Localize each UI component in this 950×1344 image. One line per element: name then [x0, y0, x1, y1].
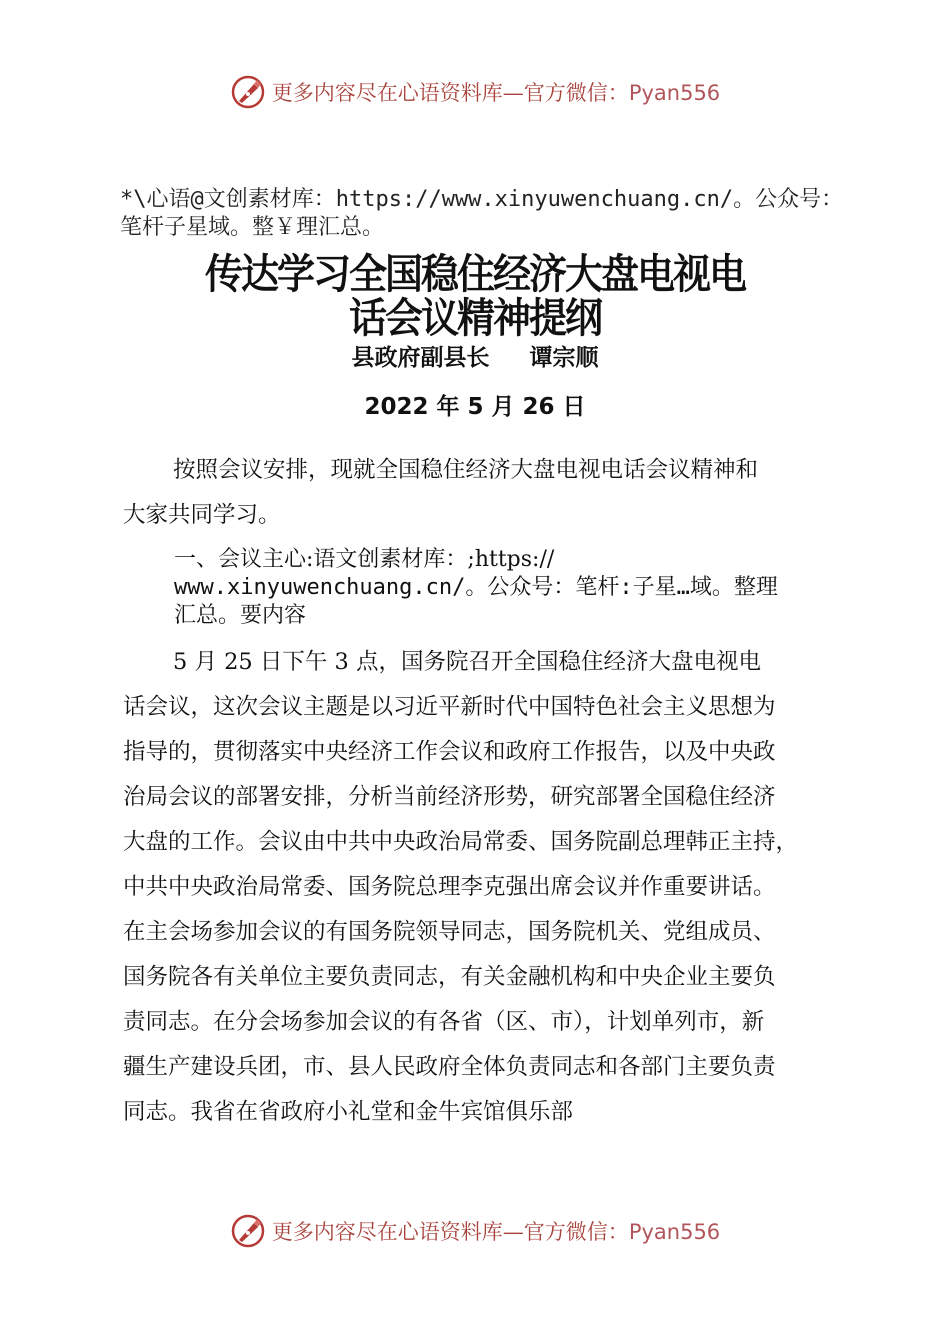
body-line: 话会议，这次会议主题是以习近平新时代中国特色社会主义思想为: [123, 694, 776, 720]
body-line: 同志。我省在省政府小礼堂和金牛宾馆俱乐部: [123, 1099, 574, 1125]
section-heading-line-1: 一、会议主心:语文创素材库：;https://: [174, 547, 555, 572]
intro-line-1: 按照会议安排，现就全国稳住经济大盘电视电话会议精神和: [173, 457, 759, 483]
section-heading-line-2: www.xinyuwenchuang.cn/。公众号：笔杆:子星…域。整理: [174, 575, 778, 600]
header-note-line-2: 笔杆子星域。整￥理汇总。: [120, 215, 385, 240]
section-heading-line-3: 汇总。要内容: [174, 603, 307, 628]
body-line: 疆生产建设兵团，市、县人民政府全体负责同志和各部门主要负责: [123, 1054, 776, 1080]
body-line: 5 月 25 日下午 3 点，国务院召开全国稳住经济大盘电视电: [173, 649, 762, 675]
banner-text: 更多内容尽在心语资料库—官方微信：Pyan556: [271, 81, 721, 105]
body-line: 在主会场参加会议的有国务院领导同志，国务院机关、党组成员、: [123, 919, 776, 945]
body-line: 指导的，贯彻落实中央经济工作会议和政府工作报告，以及中央政: [123, 739, 776, 765]
header-note-line-1: *\心语@文创素材库：https://www.xinyuwenchuang.cn/。公众号：: [120, 187, 844, 212]
section-heading: [174, 546, 854, 630]
author-line: [0, 343, 950, 373]
footer-banner: [0, 1209, 950, 1253]
intro-paragraph: [123, 448, 843, 538]
banner-text: 更多内容尽在心语资料库—官方微信：Pyan556: [271, 1220, 721, 1244]
body-line: 治局会议的部署安排，分析当前经济形势，研究部署全国稳住经济: [123, 784, 776, 810]
author-role: 县政府副县长: [351, 345, 490, 371]
document-date: 2022 年 5 月 26 日: [364, 394, 586, 420]
pen-nib-logo-icon: [230, 74, 266, 110]
body-line: 国务院各有关单位主要负责同志，有关金融机构和中央企业主要负: [123, 964, 776, 990]
wechat-id: Pyan556: [628, 1220, 721, 1244]
body-line: 大盘的工作。会议由中共中央政治局常委、国务院副总理韩正主持，: [123, 829, 799, 855]
document-title-line-2: 话会议精神提纲: [348, 294, 601, 342]
body-paragraph: [123, 640, 843, 1135]
body-line: 责同志。在分会场参加会议的有各省（区、市），计划单列市，新: [123, 1009, 765, 1035]
header-banner: [0, 70, 950, 114]
wechat-id: Pyan556: [628, 81, 721, 105]
intro-line-2: 大家共同学习。: [123, 502, 281, 528]
author-name: 谭宗顺: [529, 345, 599, 371]
pen-nib-logo-icon: [230, 1213, 266, 1249]
body-line: 中共中央政治局常委、国务院总理李克强出席会议并作重要讲话。: [123, 874, 776, 900]
document-title-line-1: 传达学习全国稳住经济大盘电视电: [204, 250, 745, 298]
